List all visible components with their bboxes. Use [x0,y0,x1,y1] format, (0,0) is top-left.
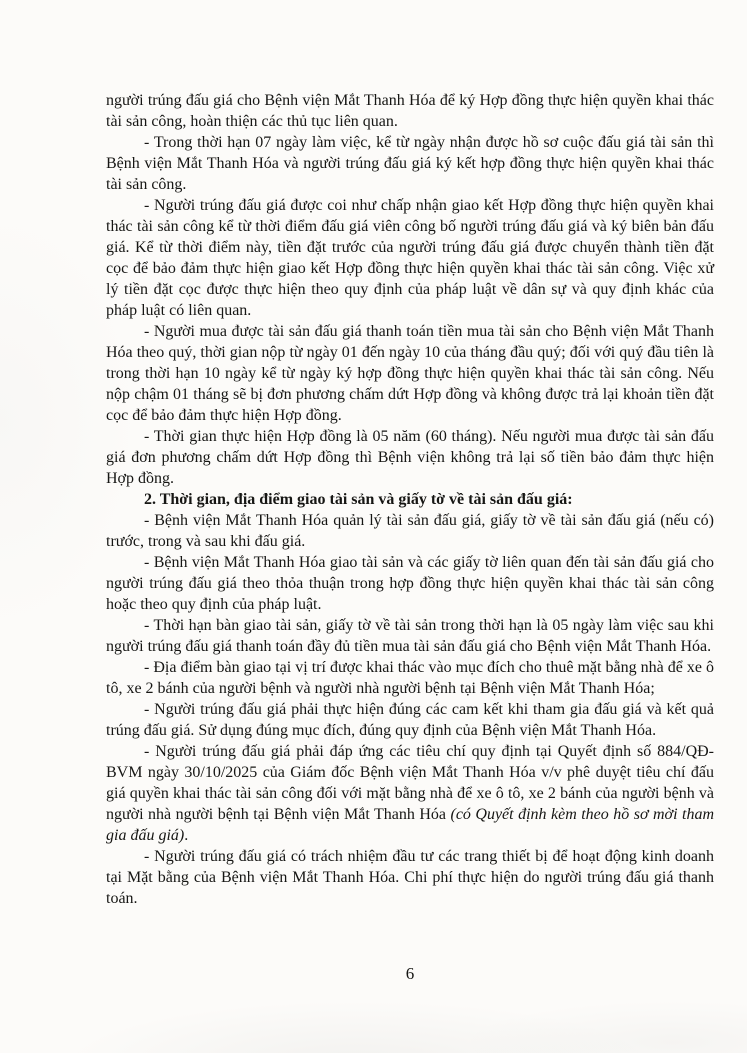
text-segment: - Người mua được tài sản đấu giá thanh toán tiền mua tài sản cho Bệnh viện Mắt Thanh Hóa theo quý, thời gian nộp từ ngày 01 đến ngày 10 của tháng đầu quý; đối với quý đầu tiên là trong thời hạn 10 ngày kể từ ngày ký hợp đồng thực hiện quyền khai thác tài sản công. Nếu nộp chậm 01 tháng sẽ bị đơn phương chấm dứt Hợp đồng và không được trả lại khoản tiền đặt cọc để bảo đảm thực hiện Hợp đồng. [106,323,714,424]
text-segment: - Người trúng đấu giá được coi như chấp nhận giao kết Hợp đồng thực hiện quyền khai thác tài sản công kể từ thời điểm đấu giá viên công bố người trúng đấu giá và ký biên bản đấu giá. Kể từ thời điểm này, tiền đặt trước của người trúng đấu giá được chuyển thành tiền đặt cọc để bảo đảm thực hiện giao kết Hợp đồng thực hiện quyền khai thác tài sản công. Việc xử lý tiền đặt cọc được thực hiện theo quy định của pháp luật về dân sự và quy định khác của pháp luật có liên quan. [106,197,714,319]
text-segment: - Người trúng đấu giá có trách nhiệm đầu tư các trang thiết bị để hoạt động kinh doanh tại Mặt bằng của Bệnh viện Mắt Thanh Hóa. Chi phí thực hiện do người trúng đấu giá thanh toán. [106,848,714,907]
para-tieu-chi-quyet-dinh [106,741,714,846]
text-segment: - Thời hạn bàn giao tài sản, giấy tờ về tài sản trong thời hạn là 05 ngày làm việc sau khi người trúng đấu giá thanh toán đầy đủ tiền mua tài sản đấu giá cho Bệnh viện Mắt Thanh Hóa. [106,617,714,655]
para-giao-tai-san [106,552,714,615]
para-thoi-han-07-ngay [106,132,714,195]
para-chap-nhan-giao-ket [106,195,714,321]
document-body [106,90,714,909]
text-segment: - Người trúng đấu giá phải thực hiện đúng các cam kết khi tham gia đấu giá và kết quả trúng đấu giá. Sử dụng đúng mục đích, đúng quy định của Bệnh viện Mắt Thanh Hóa. [106,701,714,739]
text-segment: - Thời gian thực hiện Hợp đồng là 05 năm (60 tháng). Nếu người mua được tài sản đấu giá đơn phương chấm dứt Hợp đồng thì Bệnh viện không trả lại số tiền bảo đảm thực hiện Hợp đồng. [106,428,714,487]
para-quan-ly-tai-san [106,510,714,552]
para-continuation [106,90,714,132]
text-segment: - Bệnh viện Mắt Thanh Hóa giao tài sản và các giấy tờ liên quan đến tài sản đấu giá cho người trúng đấu giá theo thỏa thuận trong hợp đồng thực hiện quyền khai thác tài sản công hoặc theo quy định của pháp luật. [106,554,714,613]
para-thoi-han-ban-giao [106,615,714,657]
text-segment: 2. Thời gian, địa điểm giao tài sản và giấy tờ về tài sản đấu giá: [144,491,573,508]
para-cam-ket [106,699,714,741]
para-trach-nhiem-dau-tu [106,846,714,909]
text-segment: - Trong thời hạn 07 ngày làm việc, kể từ ngày nhận được hồ sơ cuộc đấu giá tài sản thì Bệnh viện Mắt Thanh Hóa và người trúng đấu giá ký kết hợp đồng thực hiện quyền khai thác tài sản công. [106,134,714,193]
page-number: 6 [405,964,415,983]
para-thoi-gian-hop-dong [106,426,714,489]
section-heading-2 [106,489,714,510]
para-dia-diem-ban-giao [106,657,714,699]
para-thanh-toan-theo-quy [106,321,714,426]
text-segment: - Người trúng đấu giá phải đáp ứng các tiêu chí quy định tại Quyết định số 884/QĐ-BVM ngày 30/10/2025 của Giám đốc Bệnh viện Mắt Thanh Hóa v/v phê duyệt tiêu chí đấu giá quyền khai thác tài sản công đối với mặt bằng nhà để xe ô tô, xe 2 bánh của người bệnh và người nhà người bệnh tại Bệnh viện Mắt Thanh Hóa [106,743,714,823]
text-segment: - Địa điểm bàn giao tại vị trí được khai thác vào mục đích cho thuê mặt bằng nhà để xe ô tô, xe 2 bánh của người bệnh và người nhà người bệnh tại Bệnh viện Mắt Thanh Hóa; [106,659,714,697]
text-segment: - Bệnh viện Mắt Thanh Hóa quản lý tài sản đấu giá, giấy tờ về tài sản đấu giá (nếu có) trước, trong và sau khi đấu giá. [106,512,714,550]
text-segment: . [184,827,189,844]
italic-text-segment: (có Quyết định kèm theo hồ sơ mời tham gia đấu giá) [106,806,715,844]
text-segment: người trúng đấu giá cho Bệnh viện Mắt Thanh Hóa để ký Hợp đồng thực hiện quyền khai thác tài sản công, hoàn thiện các thủ tục liên quan. [106,92,714,130]
